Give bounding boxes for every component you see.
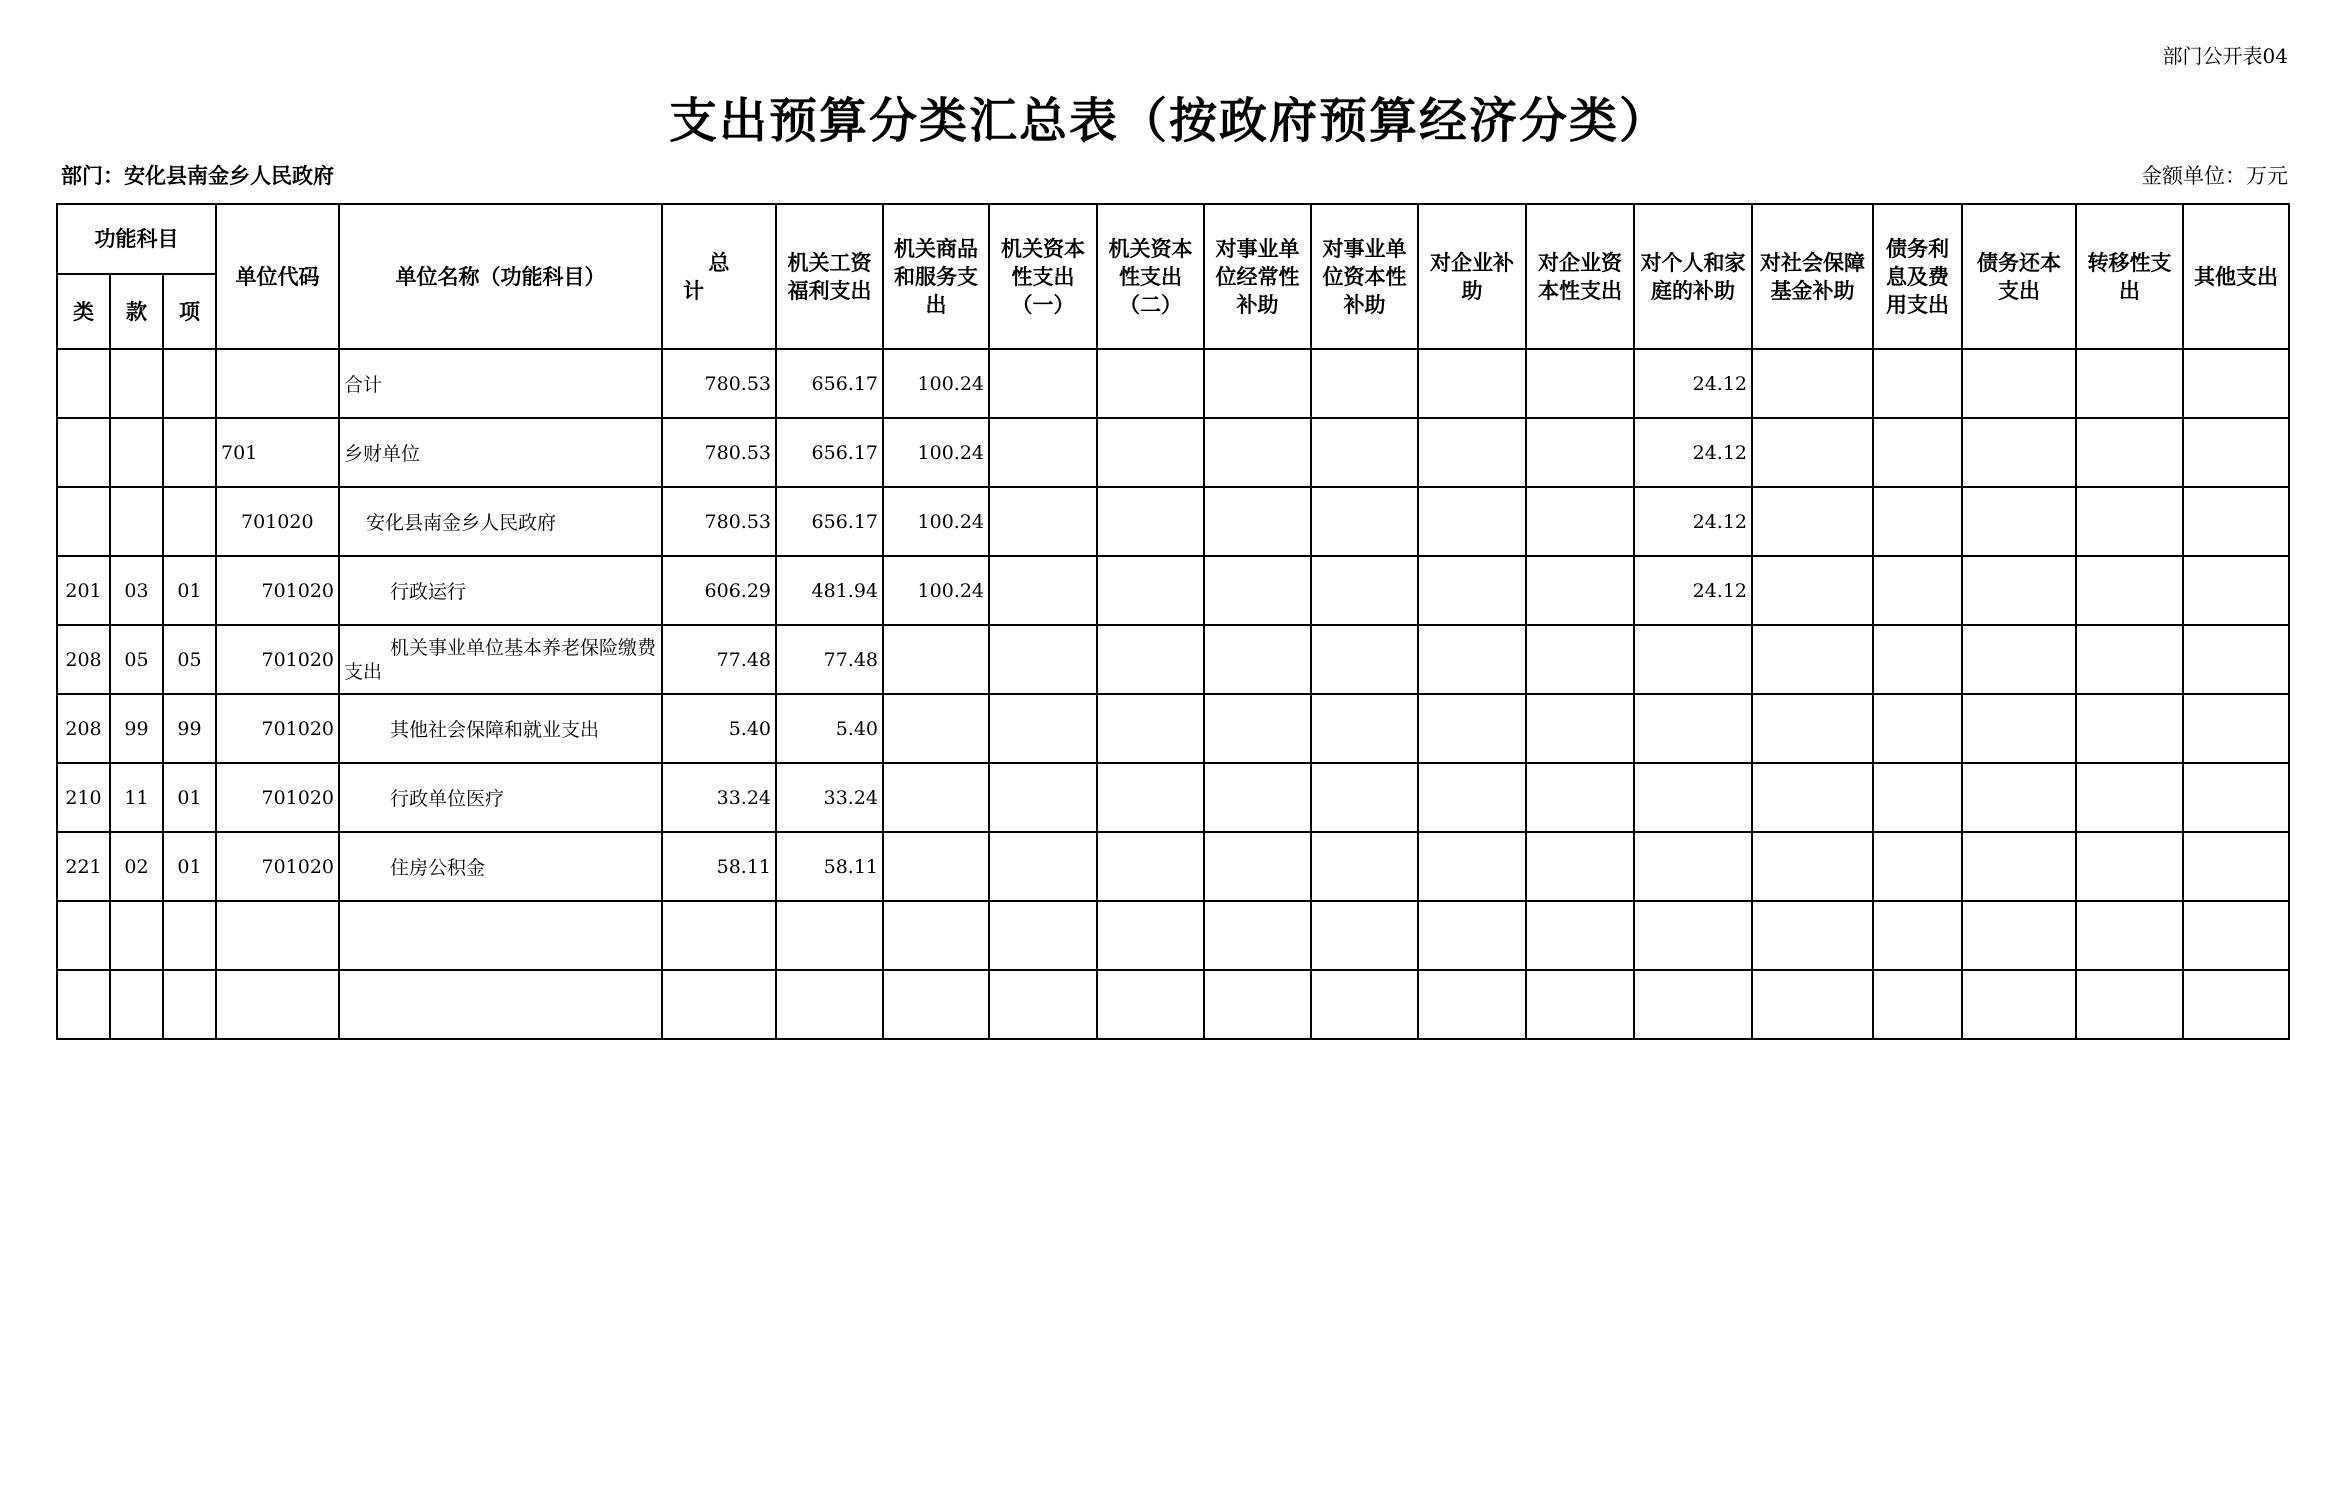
cell-c11	[1873, 901, 1962, 970]
header-c12: 债务还本支出	[1962, 204, 2076, 349]
budget-table	[56, 203, 2290, 1040]
cell-lei: 201	[57, 556, 110, 625]
cell-c9	[1634, 763, 1752, 832]
table-row	[57, 418, 2289, 487]
table-row	[57, 487, 2289, 556]
cell-lei: 208	[57, 625, 110, 694]
cell-c13	[2076, 418, 2183, 487]
cell-c11	[1873, 763, 1962, 832]
cell-c3	[989, 694, 1097, 763]
cell-c14	[2183, 901, 2289, 970]
cell-c2	[883, 970, 989, 1039]
header-c9: 对个人和家庭的补助	[1634, 204, 1752, 349]
cell-c8	[1526, 694, 1634, 763]
cell-c7	[1418, 763, 1526, 832]
cell-c14	[2183, 625, 2289, 694]
cell-unit-name: 行政单位医疗	[339, 763, 662, 832]
cell-c6	[1311, 832, 1418, 901]
cell-c11	[1873, 487, 1962, 556]
cell-c7	[1418, 487, 1526, 556]
cell-c5	[1204, 418, 1311, 487]
cell-c4	[1097, 901, 1204, 970]
cell-c4	[1097, 625, 1204, 694]
cell-unit-code: 701020	[216, 556, 339, 625]
cell-c13	[2076, 970, 2183, 1039]
cell-unit-code: 701020	[216, 694, 339, 763]
cell-c3	[989, 349, 1097, 418]
cell-c8	[1526, 487, 1634, 556]
cell-c10	[1752, 970, 1873, 1039]
table-row	[57, 625, 2289, 694]
cell-c12	[1962, 970, 2076, 1039]
cell-c12	[1962, 556, 2076, 625]
table-row	[57, 901, 2289, 970]
cell-c12	[1962, 901, 2076, 970]
header-c2: 机关商品和服务支出	[883, 204, 989, 349]
cell-c14	[2183, 970, 2289, 1039]
cell-xiang: 01	[163, 556, 216, 625]
cell-c6	[1311, 901, 1418, 970]
cell-c7	[1418, 625, 1526, 694]
table-header	[57, 204, 2289, 349]
cell-c2	[883, 625, 989, 694]
cell-xiang	[163, 901, 216, 970]
table-row	[57, 970, 2289, 1039]
cell-total	[662, 901, 776, 970]
cell-c3	[989, 556, 1097, 625]
cell-c2	[883, 901, 989, 970]
header-c10: 对社会保障基金补助	[1752, 204, 1873, 349]
cell-c5	[1204, 832, 1311, 901]
cell-c11	[1873, 970, 1962, 1039]
header-c7: 对企业补助	[1418, 204, 1526, 349]
cell-c6	[1311, 625, 1418, 694]
cell-unit-code	[216, 349, 339, 418]
cell-lei	[57, 901, 110, 970]
cell-c10	[1752, 832, 1873, 901]
cell-c9	[1634, 901, 1752, 970]
cell-unit-code: 701020	[216, 763, 339, 832]
header-c14: 其他支出	[2183, 204, 2289, 349]
cell-c8	[1526, 418, 1634, 487]
cell-unit-name: 其他社会保障和就业支出	[339, 694, 662, 763]
cell-kuan: 03	[110, 556, 163, 625]
cell-lei	[57, 418, 110, 487]
cell-unit-name	[339, 970, 662, 1039]
cell-unit-name: 乡财单位	[339, 418, 662, 487]
cell-total: 780.53	[662, 487, 776, 556]
cell-c6	[1311, 763, 1418, 832]
cell-c12	[1962, 418, 2076, 487]
header-c1: 机关工资福利支出	[776, 204, 883, 349]
cell-c2	[883, 832, 989, 901]
cell-xiang	[163, 487, 216, 556]
cell-kuan	[110, 418, 163, 487]
cell-c5	[1204, 763, 1311, 832]
cell-c8	[1526, 901, 1634, 970]
cell-c5	[1204, 694, 1311, 763]
header-c6: 对事业单位资本性补助	[1311, 204, 1418, 349]
header-c11: 债务利息及费用支出	[1873, 204, 1962, 349]
header-c5: 对事业单位经常性补助	[1204, 204, 1311, 349]
cell-c13	[2076, 349, 2183, 418]
cell-c1: 5.40	[776, 694, 883, 763]
cell-lei: 221	[57, 832, 110, 901]
cell-c5	[1204, 487, 1311, 556]
cell-c1: 656.17	[776, 418, 883, 487]
cell-kuan	[110, 901, 163, 970]
cell-c9	[1634, 694, 1752, 763]
cell-c9	[1634, 625, 1752, 694]
cell-c1: 33.24	[776, 763, 883, 832]
cell-unit-name	[339, 901, 662, 970]
cell-total: 77.48	[662, 625, 776, 694]
cell-c3	[989, 970, 1097, 1039]
cell-c2: 100.24	[883, 556, 989, 625]
cell-c13	[2076, 763, 2183, 832]
cell-xiang	[163, 418, 216, 487]
amount-unit-label: 金额单位：万元	[2141, 164, 2288, 188]
cell-unit-code: 701020	[216, 832, 339, 901]
header-c4: 机关资本性支出（二）	[1097, 204, 1204, 349]
header-kuan: 款	[110, 274, 163, 349]
cell-xiang: 01	[163, 763, 216, 832]
cell-total: 780.53	[662, 418, 776, 487]
cell-c9: 24.12	[1634, 418, 1752, 487]
table-row	[57, 556, 2289, 625]
cell-c11	[1873, 832, 1962, 901]
cell-c5	[1204, 901, 1311, 970]
cell-c11	[1873, 418, 1962, 487]
cell-c12	[1962, 694, 2076, 763]
cell-kuan	[110, 970, 163, 1039]
cell-c13	[2076, 832, 2183, 901]
cell-c2: 100.24	[883, 418, 989, 487]
cell-c1: 481.94	[776, 556, 883, 625]
cell-c6	[1311, 694, 1418, 763]
cell-lei: 208	[57, 694, 110, 763]
cell-c1: 77.48	[776, 625, 883, 694]
cell-c3	[989, 763, 1097, 832]
cell-c12	[1962, 487, 2076, 556]
cell-c6	[1311, 487, 1418, 556]
table-body	[57, 349, 2289, 1039]
cell-c7	[1418, 970, 1526, 1039]
cell-xiang: 01	[163, 832, 216, 901]
table-row	[57, 832, 2289, 901]
cell-c6	[1311, 418, 1418, 487]
cell-c11	[1873, 349, 1962, 418]
cell-kuan	[110, 349, 163, 418]
cell-c14	[2183, 418, 2289, 487]
department-label: 部门：安化县南金乡人民政府	[61, 164, 334, 188]
cell-c5	[1204, 349, 1311, 418]
cell-c1	[776, 970, 883, 1039]
cell-unit-name: 行政运行	[339, 556, 662, 625]
cell-c4	[1097, 970, 1204, 1039]
cell-c10	[1752, 763, 1873, 832]
cell-total: 33.24	[662, 763, 776, 832]
cell-c10	[1752, 349, 1873, 418]
cell-total: 5.40	[662, 694, 776, 763]
cell-lei	[57, 349, 110, 418]
cell-c8	[1526, 556, 1634, 625]
cell-unit-code	[216, 901, 339, 970]
header-unit-name: 单位名称（功能科目）	[339, 204, 662, 349]
cell-c3	[989, 901, 1097, 970]
cell-c8	[1526, 349, 1634, 418]
cell-c1: 656.17	[776, 349, 883, 418]
form-code: 部门公开表04	[2162, 44, 2288, 68]
cell-c4	[1097, 832, 1204, 901]
cell-kuan	[110, 487, 163, 556]
cell-c3	[989, 832, 1097, 901]
cell-c11	[1873, 694, 1962, 763]
cell-c7	[1418, 418, 1526, 487]
cell-c11	[1873, 556, 1962, 625]
cell-c8	[1526, 970, 1634, 1039]
cell-kuan: 11	[110, 763, 163, 832]
cell-c5	[1204, 625, 1311, 694]
cell-c5	[1204, 970, 1311, 1039]
cell-c2: 100.24	[883, 487, 989, 556]
header-xiang: 项	[163, 274, 216, 349]
header-func-subject: 功能科目	[57, 204, 216, 274]
cell-c9: 24.12	[1634, 556, 1752, 625]
cell-total: 606.29	[662, 556, 776, 625]
cell-c6	[1311, 349, 1418, 418]
cell-c2	[883, 763, 989, 832]
cell-c14	[2183, 349, 2289, 418]
header-c8: 对企业资本性支出	[1526, 204, 1634, 349]
cell-c8	[1526, 832, 1634, 901]
page-title: 支出预算分类汇总表（按政府预算经济分类）	[668, 93, 1669, 149]
cell-c5	[1204, 556, 1311, 625]
cell-kuan: 02	[110, 832, 163, 901]
cell-c13	[2076, 901, 2183, 970]
cell-lei	[57, 970, 110, 1039]
cell-c12	[1962, 763, 2076, 832]
cell-c7	[1418, 556, 1526, 625]
table-row	[57, 694, 2289, 763]
cell-c13	[2076, 556, 2183, 625]
cell-c13	[2076, 694, 2183, 763]
cell-c4	[1097, 418, 1204, 487]
cell-c1	[776, 901, 883, 970]
cell-c6	[1311, 970, 1418, 1039]
cell-xiang	[163, 349, 216, 418]
header-c3: 机关资本性支出（一）	[989, 204, 1097, 349]
cell-lei: 210	[57, 763, 110, 832]
cell-c4	[1097, 763, 1204, 832]
cell-c12	[1962, 832, 2076, 901]
cell-c4	[1097, 349, 1204, 418]
cell-total: 780.53	[662, 349, 776, 418]
cell-unit-code: 701020	[216, 625, 339, 694]
cell-c1: 656.17	[776, 487, 883, 556]
header-total: 总 计	[662, 204, 776, 349]
header-lei: 类	[57, 274, 110, 349]
cell-c9	[1634, 832, 1752, 901]
header-c13: 转移性支出	[2076, 204, 2183, 349]
cell-c10	[1752, 556, 1873, 625]
cell-unit-name: 安化县南金乡人民政府	[339, 487, 662, 556]
cell-unit-code: 701020	[216, 487, 339, 556]
cell-kuan: 99	[110, 694, 163, 763]
cell-c14	[2183, 694, 2289, 763]
cell-c7	[1418, 694, 1526, 763]
cell-c7	[1418, 832, 1526, 901]
cell-c13	[2076, 625, 2183, 694]
cell-c12	[1962, 625, 2076, 694]
cell-c10	[1752, 625, 1873, 694]
cell-xiang: 99	[163, 694, 216, 763]
table-row	[57, 349, 2289, 418]
cell-c12	[1962, 349, 2076, 418]
cell-unit-name: 住房公积金	[339, 832, 662, 901]
cell-c4	[1097, 556, 1204, 625]
cell-c10	[1752, 694, 1873, 763]
cell-c13	[2076, 487, 2183, 556]
cell-c14	[2183, 832, 2289, 901]
cell-c3	[989, 625, 1097, 694]
cell-c3	[989, 418, 1097, 487]
cell-total: 58.11	[662, 832, 776, 901]
cell-c10	[1752, 487, 1873, 556]
cell-c7	[1418, 349, 1526, 418]
cell-lei	[57, 487, 110, 556]
cell-c8	[1526, 763, 1634, 832]
cell-c14	[2183, 763, 2289, 832]
cell-c2	[883, 694, 989, 763]
cell-total	[662, 970, 776, 1039]
cell-unit-name: 机关事业单位基本养老保险缴费支出	[339, 625, 662, 694]
cell-c7	[1418, 901, 1526, 970]
cell-c2: 100.24	[883, 349, 989, 418]
cell-c14	[2183, 556, 2289, 625]
cell-c9	[1634, 970, 1752, 1039]
cell-c9: 24.12	[1634, 349, 1752, 418]
cell-c8	[1526, 625, 1634, 694]
cell-c4	[1097, 487, 1204, 556]
cell-xiang	[163, 970, 216, 1039]
cell-c6	[1311, 556, 1418, 625]
header-unit-code: 单位代码	[216, 204, 339, 349]
cell-c4	[1097, 694, 1204, 763]
cell-unit-name: 合计	[339, 349, 662, 418]
cell-c3	[989, 487, 1097, 556]
cell-c10	[1752, 901, 1873, 970]
cell-unit-code	[216, 970, 339, 1039]
cell-c14	[2183, 487, 2289, 556]
cell-c1: 58.11	[776, 832, 883, 901]
cell-c10	[1752, 418, 1873, 487]
cell-c9: 24.12	[1634, 487, 1752, 556]
cell-kuan: 05	[110, 625, 163, 694]
table-row	[57, 763, 2289, 832]
cell-c11	[1873, 625, 1962, 694]
cell-unit-code: 701	[216, 418, 339, 487]
cell-xiang: 05	[163, 625, 216, 694]
